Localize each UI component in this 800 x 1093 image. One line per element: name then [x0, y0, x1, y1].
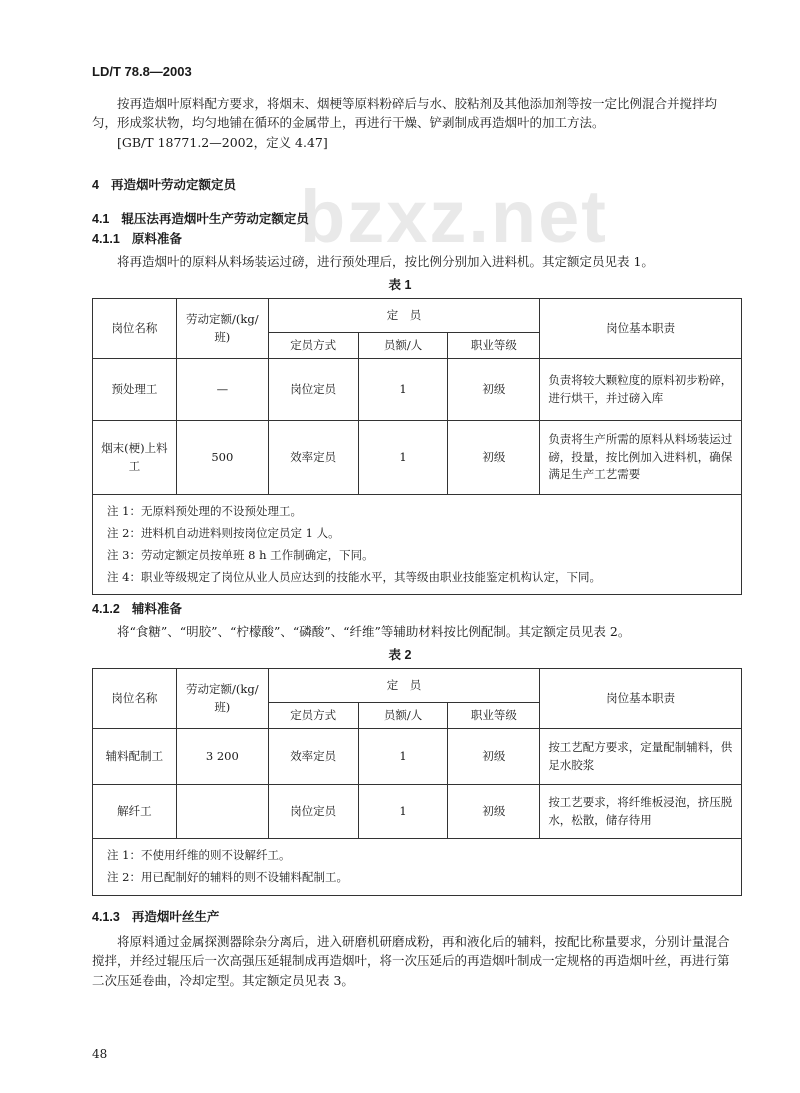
- cell-count: 1: [358, 785, 448, 839]
- cell-duty: 按工艺配方要求，定量配制辅料，供足水胶浆: [540, 729, 742, 785]
- section-4-1-2-intro: [92, 622, 740, 641]
- section-4-1-3-body: [92, 932, 740, 990]
- table-notes-row: [93, 839, 742, 896]
- header-quota: 劳动定额/(kg/班): [176, 669, 268, 729]
- cell-duty: 按工艺要求，将纤维板浸泡，挤压脱水，松散，储存待用: [540, 785, 742, 839]
- section-4-1-heading: [92, 210, 740, 229]
- body-text: 将原料通过金属探测器除杂分离后，进入研磨机研磨成粉，再和液化后的辅料，按配比称量要求，分别计量混合搅拌，并经过辊压后一次高强压延辊制成再造烟叶，将一次压延后的再造烟叶制成一定规格的再造烟叶丝，再进行第二次压延卷曲，冷却定型。其定额定员见表 3。: [92, 934, 730, 988]
- table-row: [93, 359, 742, 421]
- section-title: 再造烟叶劳动定额定员: [110, 178, 236, 192]
- page-number: 48: [92, 1047, 108, 1061]
- header-level: 职业等级: [448, 703, 540, 729]
- section-number: 4.1.3: [92, 910, 120, 924]
- section-title: 再造烟叶丝生产: [131, 910, 220, 924]
- section-4-1-3-heading: [92, 908, 740, 927]
- section-number: 4: [92, 178, 99, 192]
- cell-level: 初级: [448, 785, 540, 839]
- header-staffing: 定 员: [268, 669, 540, 703]
- cell-level: 初级: [448, 421, 540, 495]
- header-duty: 岗位基本职责: [540, 669, 742, 729]
- table-notes-row: [93, 495, 742, 595]
- note: 注 1：无原料预处理的不设预处理工。: [107, 504, 302, 518]
- header-quota: 劳动定额/(kg/班): [176, 299, 268, 359]
- cell-level: 初级: [448, 729, 540, 785]
- table-notes: [93, 495, 742, 595]
- definition-block: [92, 94, 740, 152]
- cell-post: 烟末(梗)上料工: [93, 421, 177, 495]
- note: 注 2：用已配制好的辅料的则不设辅料配制工。: [107, 869, 348, 884]
- definition-reference: [GB/T 18771.2—2002，定义 4.47]: [117, 134, 328, 150]
- header-post: 岗位名称: [93, 299, 177, 359]
- cell-count: 1: [358, 359, 448, 421]
- note: 注 3：劳动定额定员按单班 8 h 工作制确定，下同。: [107, 547, 374, 562]
- cell-method: 岗位定员: [268, 359, 358, 421]
- table-row: [93, 729, 742, 785]
- section-title: 原料准备: [131, 232, 182, 246]
- cell-quota: 500: [176, 421, 268, 495]
- header-level: 职业等级: [448, 333, 540, 359]
- section-title: 辅料准备: [131, 602, 182, 616]
- cell-level: 初级: [448, 359, 540, 421]
- cell-post: 解纤工: [93, 785, 177, 839]
- cell-quota: —: [176, 359, 268, 421]
- cell-method: 效率定员: [268, 421, 358, 495]
- cell-quota: [176, 785, 268, 839]
- header-method: 定员方式: [268, 703, 358, 729]
- table-2-caption: 表 2: [388, 648, 412, 662]
- intro-text: 将“食糖”、“明胶”、“柠檬酸”、“磷酸”、“纤维”等辅助材料按比例配制。其定额定员见表 2。: [117, 624, 631, 639]
- header-method: 定员方式: [268, 333, 358, 359]
- section-4-heading: [92, 176, 740, 195]
- table-row: [93, 785, 742, 839]
- header-count: 员额/人: [358, 333, 448, 359]
- cell-count: 1: [358, 421, 448, 495]
- header-staffing: 定 员: [268, 299, 540, 333]
- section-4-1-1-intro: [92, 252, 740, 271]
- header-post: 岗位名称: [93, 669, 177, 729]
- section-number: 4.1.1: [92, 232, 120, 246]
- cell-method: 岗位定员: [268, 785, 358, 839]
- intro-text: 将再造烟叶的原料从料场装运过磅，进行预处理后，按比例分别加入进料机。其定额定员见表 1。: [117, 254, 654, 269]
- header-count: 员额/人: [358, 703, 448, 729]
- section-4-1-1-heading: [92, 230, 740, 249]
- cell-duty: 负责将生产所需的原料从料场装运过磅，投量，按比例加入进料机，确保满足生产工艺需要: [540, 421, 742, 495]
- watermark: bzxz.net: [300, 175, 608, 258]
- note: 注 2：进料机自动进料则按岗位定员定 1 人。: [107, 525, 340, 540]
- note: 注 4：职业等级规定了岗位从业人员应达到的技能水平，其等级由职业技能鉴定机构认定，下同。: [107, 569, 601, 584]
- table-2: [92, 668, 742, 896]
- cell-post: 辅料配制工: [93, 729, 177, 785]
- table-1-caption: 表 1: [388, 278, 412, 292]
- cell-duty: 负责将较大颗粒度的原料初步粉碎，进行烘干，并过磅入库: [540, 359, 742, 421]
- document-code: LD/T 78.8—2003: [92, 64, 192, 79]
- table-row: [93, 421, 742, 495]
- header-duty: 岗位基本职责: [540, 299, 742, 359]
- table-1: [92, 298, 742, 595]
- cell-method: 效率定员: [268, 729, 358, 785]
- section-number: 4.1.2: [92, 602, 120, 616]
- note: 注 1：不使用纤维的则不设解纤工。: [107, 848, 291, 862]
- section-number: 4.1: [92, 212, 110, 226]
- section-title: 辊压法再造烟叶生产劳动定额定员: [121, 212, 309, 226]
- definition-text: 按再造烟叶原料配方要求，将烟末、烟梗等原料粉碎后与水、胶粘剂及其他添加剂等按一定比例混合并搅拌均匀，形成浆状物，均匀地铺在循环的金属带上，再进行干燥、铲剥制成再造烟叶的加工方法。: [92, 96, 718, 131]
- cell-post: 预处理工: [93, 359, 177, 421]
- cell-count: 1: [358, 729, 448, 785]
- cell-quota: 3 200: [176, 729, 268, 785]
- section-4-1-2-heading: [92, 600, 740, 619]
- table-notes: [93, 839, 742, 896]
